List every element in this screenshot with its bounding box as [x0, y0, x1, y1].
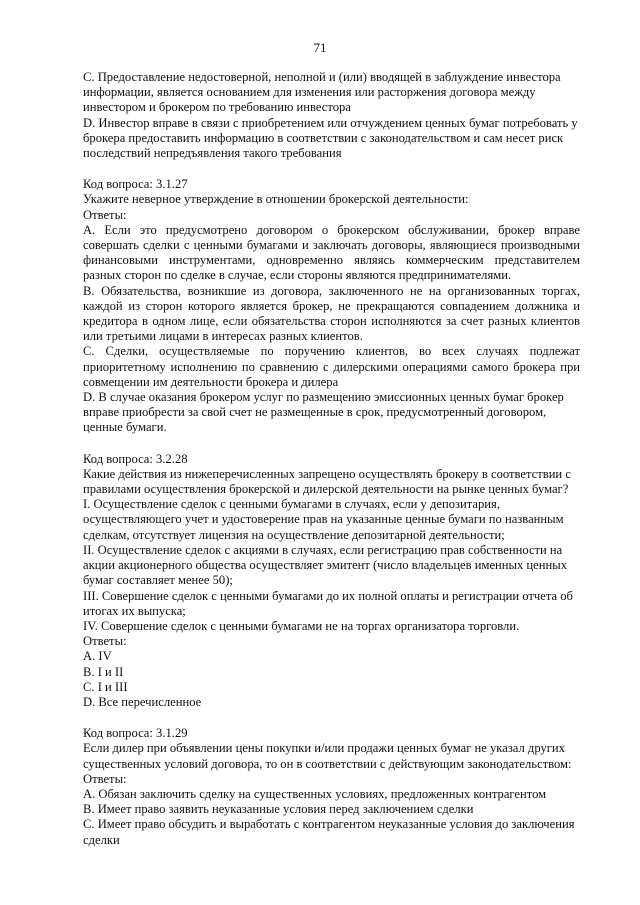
answer-option: A. Обязан заключить сделку на существенных условиях, предложенных контрагентом	[83, 786, 547, 801]
question-block-3-1-29	[83, 726, 580, 848]
question-text: Какие действия из нижеперечисленных запрещено осуществлять брокеру в соответствии с правилами осуществления брокерской и дилерской деятельности на рынке ценных бумаг?	[83, 466, 571, 497]
answer-option: A. Если это предусмотрено договором о брокерском обслуживании, брокер вправе совершать сделки с ценными бумагами и заключать договоры, являющиеся производными финансовыми инструментами, одновременно являясь коммерческим представителем разных сторон по сделке в случае, если стороны являются предпринимателями.	[83, 222, 580, 283]
question-code: Код вопроса: 3.1.29	[83, 726, 188, 741]
list-item: I. Осуществление сделок с ценными бумагами в случаях, если у депозитария, осуществляющего учет и удостоверение прав на указанные ценные бумаги по названным сделкам, отсутствует лицензия на осуществление депозитарной деятельности;	[83, 497, 564, 542]
answer-option: C. Сделки, осуществляемые по поручению клиентов, во всех случаях подлежат приоритетному исполнению по сравнению с дилерскими операциями самого брокера при совмещении им деятельности брокера и дилера	[83, 344, 580, 389]
question-code: Код вопроса: 3.2.28	[83, 451, 188, 466]
answer-option: A. IV	[83, 649, 112, 664]
answer-option: C. I и III	[83, 679, 128, 694]
list-item: IV. Совершение сделок с ценными бумагами не на торгах организатора торговли.	[83, 618, 520, 633]
answers-label: Ответы:	[83, 634, 127, 649]
question-block-3-1-27	[83, 177, 580, 435]
page-content	[83, 70, 580, 848]
answer-option: D. Все перечисленное	[83, 694, 202, 709]
answer-d-continued: D. Инвестор вправе в связи с приобретением или отчуждением ценных бумаг потребовать у брокера предоставить информацию в соответствии с законодательством и сам несет риск последствий непредъявления такого требования	[83, 115, 578, 161]
question-text: Укажите неверное утверждение в отношении брокерской деятельности:	[83, 192, 469, 207]
answer-option: B. Имеет право заявить неуказанные условия перед заключением сделки	[83, 802, 474, 817]
page-number: 71	[313, 40, 327, 55]
answers-label: Ответы:	[83, 771, 127, 786]
answer-c-continued: C. Предоставление недостоверной, неполной и (или) вводящей в заблуждение инвестора информации, является основанием для изменения или расторжения договора между инвестором и брокером по требованию инвестора	[83, 70, 561, 115]
list-item: III. Совершение сделок с ценными бумагами до их полной оплаты и регистрации отчета об итогах их выпуска;	[83, 588, 573, 618]
answer-option: D. В случае оказания брокером услуг по размещению эмиссионных ценных бумаг брокер вправе приобрести за свой счет не размещенные в срок, предусмотренный договором, ценные бумаги.	[83, 390, 564, 435]
answer-option: B. Обязательства, возникшие из договора, заключенного не на организованных торгах, каждой из сторон которого является брокер, не прекращаются совпадением должника и кредитора в одном лице, если обязательства сторон исполняются за счет разных клиентов или третьими лицами в интересах разных клиентов.	[83, 283, 580, 344]
answer-option: B. I и II	[83, 664, 124, 679]
question-block-3-2-28	[83, 452, 580, 710]
question-text: Если дилер при объявлении цены покупки и/или продажи ценных бумаг не указал других существенных условий договора, то он в соответствии с действующим законодательством:	[83, 741, 572, 771]
question-code: Код вопроса: 3.1.27	[83, 177, 188, 192]
list-item: II. Осуществление сделок с акциями в случаях, если регистрацию прав собственности на акции акционерного общества осуществляет эмитент (число владельцев именных ценных бумаг составляет менее 50);	[83, 542, 567, 588]
answer-option: C. Имеет право обсудить и выработать с контрагентом неуказанные условия до заключения сделки	[83, 817, 575, 847]
answers-label: Ответы:	[83, 207, 127, 222]
